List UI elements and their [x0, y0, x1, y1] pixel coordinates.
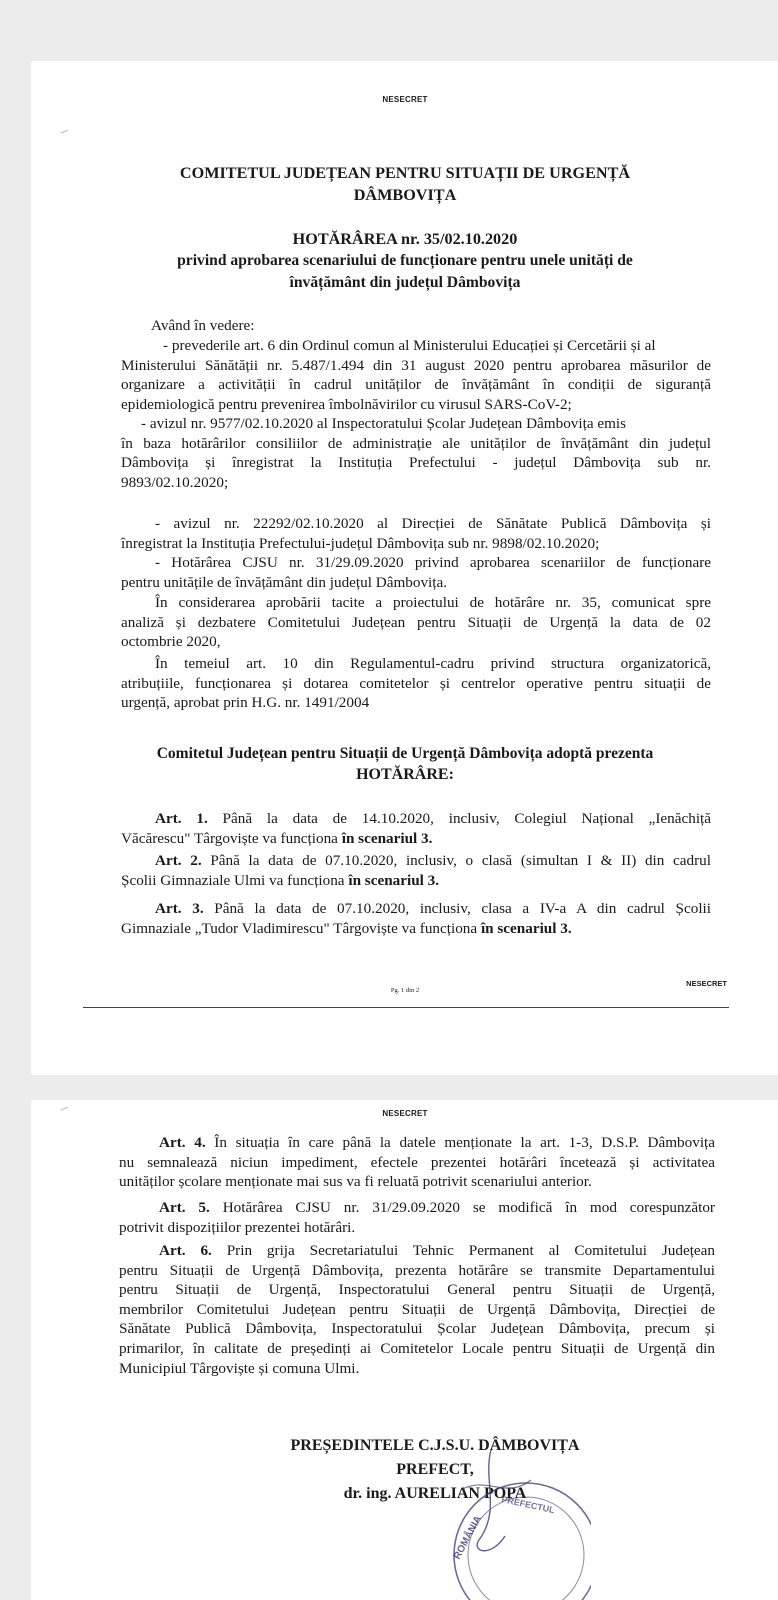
signatory-name: dr. ing. AURELIAN POPA [343, 1485, 527, 1502]
consideration-2 [121, 414, 711, 492]
text-line: nu semnalează niciun impediment, efectele prezentei hotărâri încetează și activitatea [119, 1153, 715, 1171]
text-line: Până la data de 07.10.2020, inclusiv, clasa a IV-a A din cadrul Școlii [214, 900, 711, 917]
text-line: în baza hotărârilor consiliilor de administrație ale unităților de învățământ din județul [121, 434, 711, 452]
consideration-4 [121, 553, 711, 592]
decision-subject-line-2: învățământ din județul Dâmbovița [289, 274, 521, 291]
text-line: Până la data de 14.10.2020, inclusiv, Colegiul Național „Ienăchiță [222, 810, 711, 827]
scan-mark [60, 130, 69, 137]
text-line: membrilor Comitetului Județean pentru Situații de Urgență Dâmbovița, Direcției de [119, 1300, 715, 1318]
text-line: Școlii Gimnaziale Ulmi va funcționa [121, 871, 345, 889]
text-line: epidemiologică pentru prevenirea îmbolnăvirilor cu virusul SARS-CoV-2; [121, 395, 572, 413]
article-2 [121, 851, 711, 890]
text-line: primarilor, în calitate de președinți ai Comitetelor Locale pentru Situații de Urgență din [119, 1339, 715, 1357]
text-line: Gimnaziale „Tudor Vladimirescu" Târgoviște va funcționa [121, 919, 478, 937]
text-line: Prin grija Secretariatului Tehnic Permanent al Comitetului Județean [226, 1242, 716, 1259]
article-3 [121, 899, 711, 938]
decision-title: HOTĂRÂREA nr. 35/02.10.2020 [292, 230, 518, 248]
classification-header: NESECRET [382, 1109, 428, 1118]
signatory-role: PREFECT, [396, 1461, 474, 1478]
article-label: Art. 6. [159, 1242, 212, 1259]
text-line: În situația în care până la datele menționate la art. 1-3, D.S.P. Dâmbovița [214, 1134, 715, 1151]
article-label: Art. 3. [155, 900, 204, 917]
svg-text:ROMÂNIA: ROMÂNIA [451, 1514, 485, 1562]
article-label: Art. 5. [159, 1199, 210, 1216]
text-line: pentru unitățile de învățământ din județul Dâmbovița. [121, 573, 448, 591]
text-line: - avizul nr. 22292/02.10.2020 al Direcției de Sănătate Publică Dâmbovița și [155, 515, 711, 532]
text-line: 9893/02.10.2020; [121, 473, 229, 491]
article-label: Art. 2. [155, 852, 202, 869]
committee-title-line-2: DÂMBOVIȚA [353, 186, 457, 204]
text-line: În considerarea aprobării tacite a proiectului de hotărâre nr. 35, comunicat spre [155, 594, 711, 611]
scenario-emphasis: în scenariul 3. [348, 871, 440, 889]
text-line: atribuțiile, funcționarea și dotarea comitetelor și centrelor operative pentru situații de [121, 674, 711, 692]
text-line: - prevederile art. 6 din Ordinul comun al Ministerului Educației și Cercetării și al [163, 337, 656, 354]
document-page-1 [31, 61, 778, 1075]
text-line: organizare a activității în cadrul unităților de învățământ în condiții de siguranță [121, 376, 711, 394]
signatory-title: PREȘEDINTELE C.J.S.U. DÂMBOVIȚA [290, 1437, 580, 1454]
footer-divider [83, 1007, 729, 1008]
text-line: Municipiul Târgoviște și comuna Ulmi. [119, 1359, 360, 1377]
adoption-statement: Comitetul Județean pentru Situații de Urgență Dâmbovița adoptă prezenta [156, 745, 654, 762]
svg-text:PREFECTUL: PREFECTUL [500, 1494, 556, 1516]
classification-footer: NESECRET [686, 979, 727, 988]
page-number: Pg. 1 din 2 [390, 987, 420, 994]
article-5 [119, 1198, 715, 1237]
intro-text [151, 316, 254, 336]
consideration-1 [121, 336, 711, 414]
text-line: Hotărârea CJSU nr. 31/29.09.2020 se modifică în mod corespunzător [222, 1199, 715, 1216]
document-page-2 [31, 1100, 778, 1600]
text-line: Dâmbovița și înregistrat la Instituția Prefectului - județul Dâmbovița sub nr. [121, 454, 711, 472]
article-label: Art. 1. [155, 810, 208, 827]
text-line: Văcărescu" Târgoviște va funcționa [121, 829, 338, 847]
text-line: - Hotărârea CJSU nr. 31/29.09.2020 privind aprobarea scenariilor de funcționare [155, 554, 711, 571]
text-line: urgență, aprobat prin H.G. nr. 1491/2004 [121, 694, 370, 712]
text-line: analiză și dezbatere Comitetului Județean pentru Situații de Urgență la data de 02 [121, 613, 711, 631]
text-line: pentru Situații de Urgență, Inspectoratului General pentru Situații de Urgență, [119, 1281, 715, 1299]
decision-heading: HOTĂRÂRE: [356, 766, 454, 783]
text-line: Sănătate Publică Dâmbovița, Inspectoratului Școlar Județean Dâmbovița, precum și [119, 1320, 715, 1338]
article-1 [121, 809, 711, 848]
article-label: Art. 4. [159, 1134, 206, 1151]
decision-subject-line-1: privind aprobarea scenariului de funcționare pentru unele unități de [177, 252, 633, 269]
text-line: În temeiul art. 10 din Regulamentul-cadru privind structura organizatorică, [155, 655, 711, 672]
official-seal-stamp [431, 1440, 591, 1600]
text-line: - avizul nr. 9577/02.10.2020 al Inspectoratului Școlar Județean Dâmbovița emis [141, 415, 627, 432]
consideration-5 [121, 593, 711, 652]
text-line: unităților școlare menționate mai sus va fi reluată potrivit scenariului anterior. [119, 1173, 592, 1191]
article-4 [119, 1133, 715, 1192]
text-line: Până la data de 07.10.2020, inclusiv, o clasă (simultan I & II) din cadrul [210, 852, 711, 869]
consideration-6 [121, 654, 711, 713]
text-line: Ministerului Sănătății nr. 5.487/1.494 din 31 august 2020 pentru aprobarea măsurilor de [121, 356, 711, 374]
classification-header: NESECRET [382, 95, 428, 104]
committee-title-line-1: COMITETUL JUDEȚEAN PENTRU SITUAȚII DE URGENȚĂ [179, 164, 631, 182]
consideration-3 [121, 514, 711, 553]
article-6 [119, 1241, 715, 1378]
text-line: octombrie 2020, [121, 633, 221, 651]
text-line: potrivit dispozițiilor prezentei hotărâri. [119, 1218, 356, 1236]
text-line: înregistrat la Instituția Prefectului-județul Dâmbovița sub nr. 9898/02.10.2020; [121, 534, 600, 552]
text-line: pentru Situații de Urgență Dâmbovița, prezenta hotărâre se transmite Departamentului [119, 1261, 715, 1279]
scenario-emphasis: în scenariul 3. [341, 829, 433, 847]
intro-line: Având în vedere: [151, 317, 255, 334]
scenario-emphasis: în scenariul 3. [480, 919, 572, 937]
